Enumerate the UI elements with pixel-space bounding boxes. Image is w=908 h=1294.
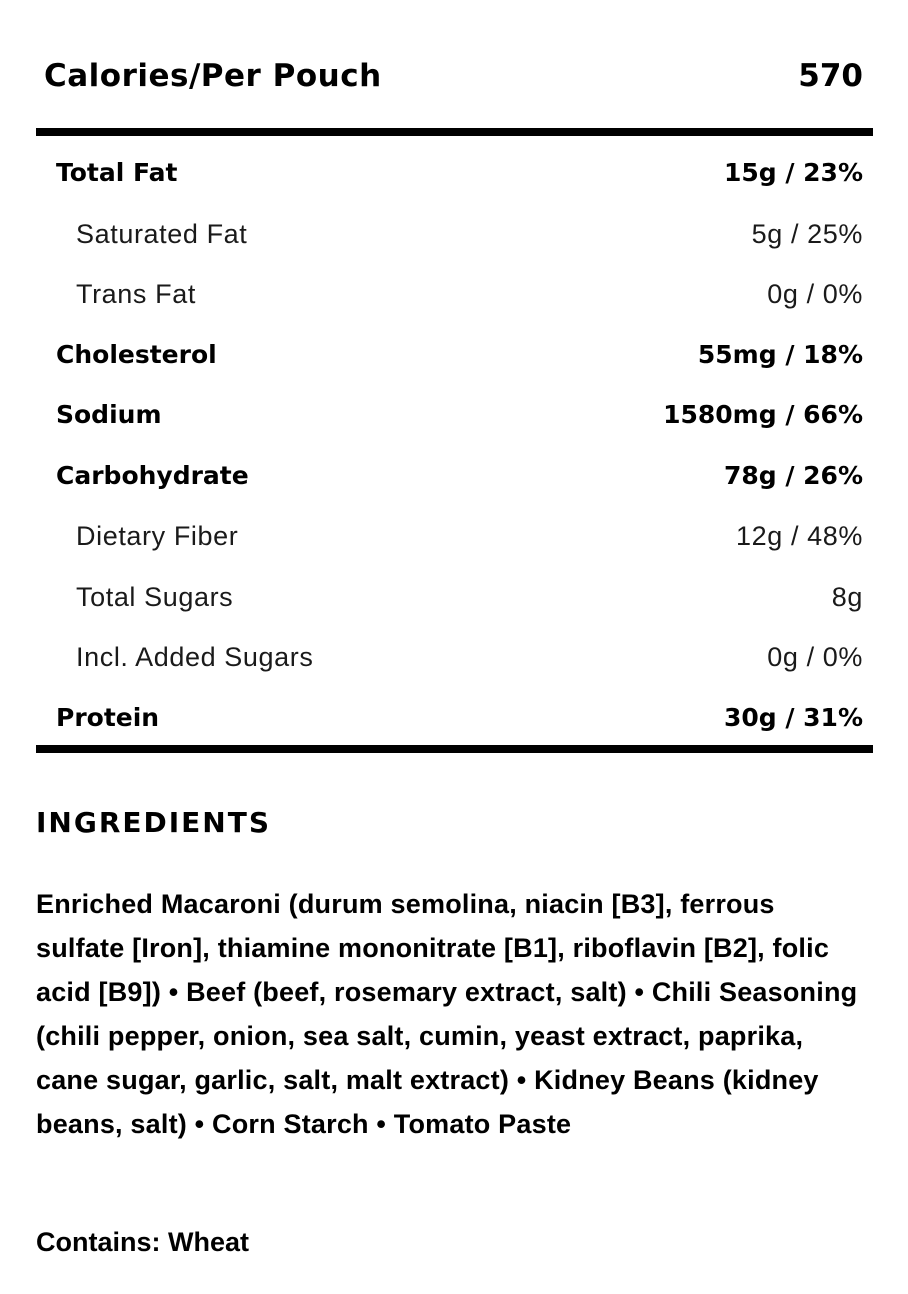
nutrient-label: Cholesterol (56, 339, 217, 369)
nutrient-value: 15g / 23% (723, 158, 863, 187)
calories-row (36, 0, 873, 128)
calories-label: Calories/Per Pouch (44, 58, 382, 94)
nutrient-row-total-sugars (36, 564, 873, 625)
nutrient-label: Protein (56, 702, 160, 732)
nutrient-row-protein (36, 685, 873, 746)
nutrient-value: 5g / 25% (751, 218, 863, 249)
calories-value: 570 (798, 58, 863, 94)
nutrient-label: Total Fat (56, 158, 178, 187)
nutrient-label: Total Sugars (76, 581, 234, 612)
nutrient-row-cholesterol (36, 322, 873, 383)
nutrient-value: 55mg / 18% (697, 339, 863, 369)
ingredients-heading: INGREDIENTS (36, 806, 272, 839)
nutrient-row-trans-fat (36, 261, 873, 322)
nutrient-value: 8g (831, 581, 863, 612)
nutrient-value: 78g / 26% (723, 460, 863, 490)
nutrient-row-carbohydrate (36, 443, 873, 504)
top-divider (36, 128, 873, 136)
nutrition-panel (36, 0, 873, 753)
nutrient-row-total-fat (36, 140, 873, 201)
nutrient-rows (36, 136, 873, 745)
ingredients-text: Enriched Macaroni (durum semolina, niacin [B3], ferrous sulfate [Iron], thiamine mononitrate [B1], riboflavin [B2], folic acid [B9]) • Beef (beef, rosemary extract, salt) • Chili Seasoning (chili pepper, onion, sea salt, cumin, yeast extract, paprika, cane sugar, garlic, salt, malt extract) • Kidney Beans (kidney beans, salt) • Corn Starch • Tomato Paste (36, 889, 858, 1139)
bottom-divider (36, 745, 873, 753)
nutrient-label: Sodium (56, 400, 162, 429)
nutrient-row-saturated-fat (36, 201, 873, 262)
nutrient-row-dietary-fiber (36, 503, 873, 564)
nutrient-value: 12g / 48% (736, 521, 863, 551)
nutrient-value: 30g / 31% (723, 702, 863, 732)
nutrient-value: 0g / 0% (767, 279, 863, 309)
nutrient-label: Carbohydrate (56, 460, 249, 490)
nutrient-row-added-sugars (36, 624, 873, 685)
nutrient-row-sodium (36, 382, 873, 443)
nutrient-label: Incl. Added Sugars (76, 642, 314, 672)
nutrient-value: 0g / 0% (767, 642, 863, 672)
nutrient-label: Saturated Fat (76, 218, 248, 249)
allergen-statement: Contains: Wheat (36, 1227, 249, 1257)
nutrient-label: Dietary Fiber (76, 521, 239, 551)
nutrient-value: 1580mg / 66% (663, 400, 863, 429)
nutrient-label: Trans Fat (76, 279, 196, 309)
